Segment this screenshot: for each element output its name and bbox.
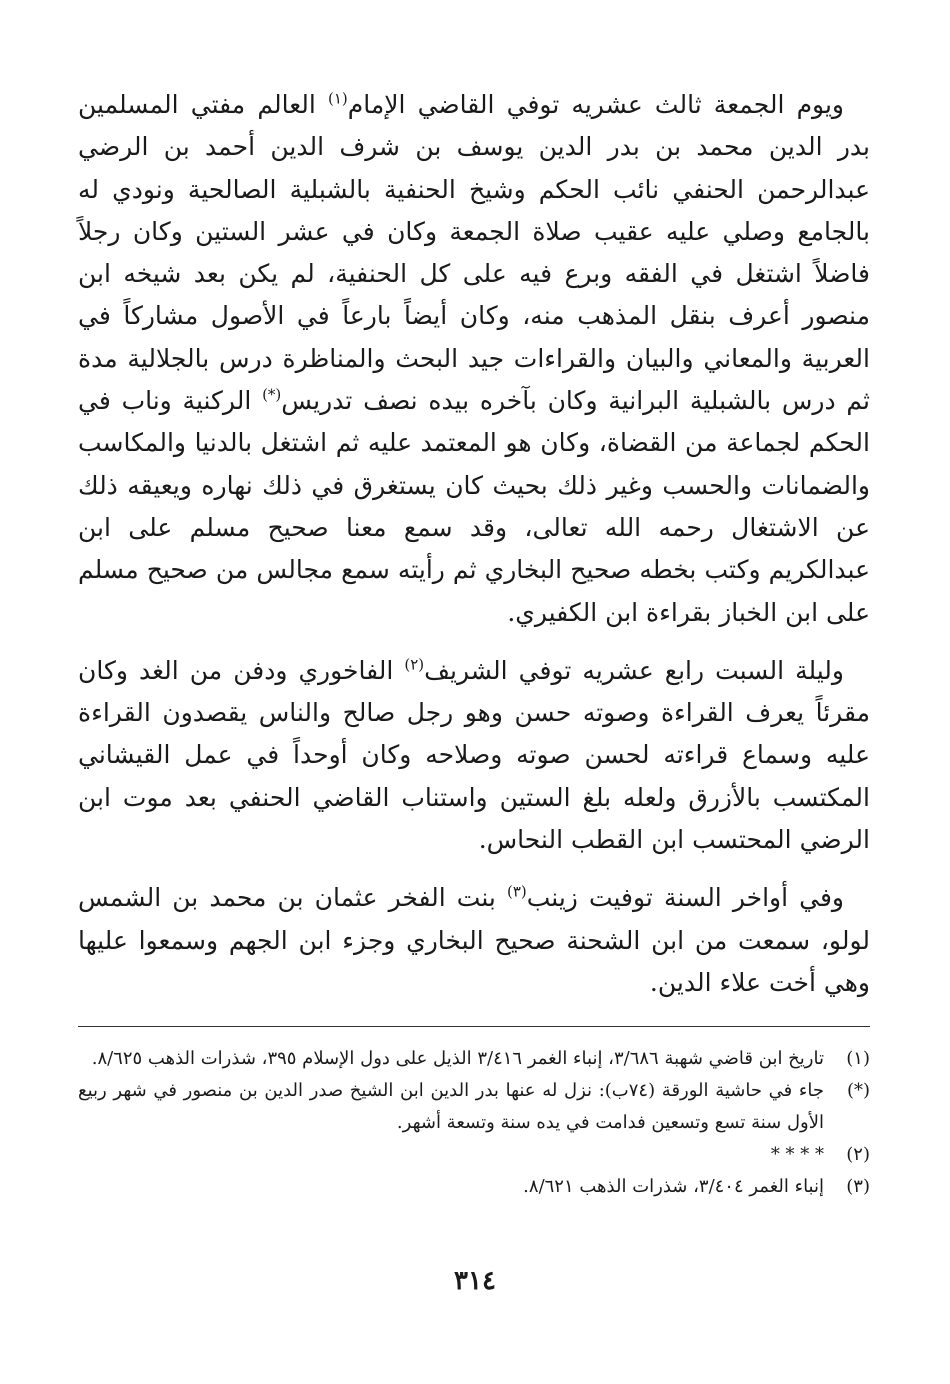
paragraph-2: [78, 650, 870, 861]
footnote-marker: (٣): [846, 1176, 870, 1198]
footnote-reference: (٣): [506, 883, 527, 902]
paragraph-text: الركنية وناب في الحكم لجماعة من القضاة، وكان هو المعتمد عليه ثم اشتغل بالدنيا والمكاسب والضمانات والحسب وغير ذلك بحيث كان يستغرق في ذلك نهاره ويعيقه ذلك عن الاشتغال رحمه الله تعالى، وقد سمع معنا صحيح مسلم على ابن عبدالكريم وكتب بخطه صحيح البخاري ثم رأيته سمع مجالس من صحيح مسلم على ابن الخباز بقراءة ابن الكفيري.: [78, 386, 870, 627]
footnote-reference: (*): [262, 385, 282, 404]
footnotes: [78, 1043, 870, 1203]
paragraph-text: وفي أواخر السنة توفيت زينب: [526, 883, 844, 913]
footnote-text: جاء في حاشية الورقة (٧٤ب): نزل له عنها بدر الدين ابن الشيخ صدر الدين بن منصور في شهر ربيع الأول سنة تسع وتسعين فدامت في يده سنة وتسعة أشهر.: [78, 1080, 824, 1134]
footnote-3: [78, 1171, 870, 1203]
footnote-marker: (*): [846, 1080, 870, 1102]
footnote-divider: [78, 1026, 870, 1027]
footnote-2: [78, 1139, 870, 1171]
footnote-marker: (١): [846, 1048, 870, 1070]
paragraph-text: ويوم الجمعة ثالث عشريه توفي القاضي الإمام: [347, 90, 844, 119]
main-text: [78, 84, 870, 1004]
page-number: ٣١٤: [454, 1266, 496, 1296]
paragraph-text: وليلة السبت رابع عشريه توفي الشريف: [424, 655, 844, 685]
paragraph-text: الفاخوري ودفن من الغد وكان مقرئاً يعرف القراءة وصوته حسن وهو رجل صالح والناس يقصدون القراءة عليه وسماع قراءته لحسن صوته وصلاحه وكان أوحداً في عمل القيشاني المكتسب بالأزرق ولعله بلغ الستين واستناب القاضي الحنفي بعد موت ابن الرضي المحتسب ابن القطب النحاس.: [78, 655, 870, 855]
paragraph-3: [78, 877, 870, 1004]
footnote-reference: (٢): [404, 655, 425, 674]
page-content: [78, 84, 870, 1203]
footnote-marker: (٢): [846, 1144, 870, 1166]
footnote-text: إنباء الغمر ٣/٤٠٤، شذرات الذهب ٨/٦٢١.: [523, 1176, 824, 1198]
footnote-text: تاريخ ابن قاضي شهبة ٣/٦٨٦، إنباء الغمر ٣/٤١٦ الذيل على دول الإسلام ٣٩٥، شذرات الذهب ٨/٦٢٥.: [91, 1048, 824, 1070]
footnote-1: [78, 1043, 870, 1075]
paragraph-text: بنت الفخر عثمان بن محمد بن الشمس لولو، سمعت من ابن الشحنة صحيح البخاري وجزء ابن الجهم وسمعوا عليها وهي أخت علاء الدين.: [78, 883, 870, 997]
footnote-text: * * * *: [770, 1144, 824, 1166]
paragraph-text: العالم مفتي المسلمين بدر الدين محمد بن بدر الدين يوسف بن شرف الدين أحمد بن الرضي عبدالرحمن الحنفي نائب الحكم وشيخ الحنفية بالشبلية الصالحية ونودي له بالجامع وصلي عليه عقيب صلاة الجمعة وكان في عشر الستين وكان رجلاً فاضلاً اشتغل في الفقه وبرع فيه على كل الحنفية، لم يكن بعد شيخه ابن منصور أعرف بنقل المذهب منه، وكان أيضاً بارعاً في الأصول مشاركاً في العربية والمعاني والبيان والقراءات جيد البحث والمناظرة درس بالجلالية مدة ثم درس بالشبلية البرانية وكان بآخره بيده نصف تدريس: [78, 90, 870, 416]
footnote-reference: (١): [327, 89, 348, 108]
paragraph-1: [78, 84, 870, 634]
footnote-asterisk: [78, 1075, 870, 1139]
